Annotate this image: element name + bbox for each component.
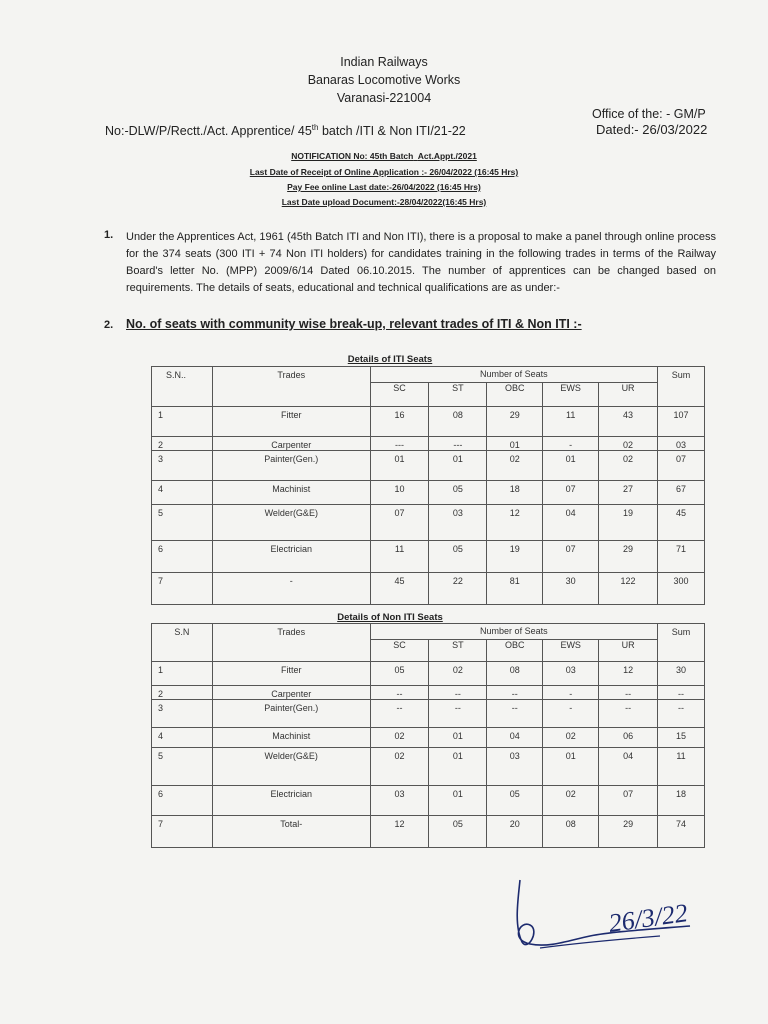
ref-prefix: No:-DLW/P/Rectt./Act. Apprentice/ 45 bbox=[105, 124, 312, 139]
para1-number: 1. bbox=[104, 229, 114, 241]
iti-cell-sc: 45 bbox=[370, 573, 429, 605]
non-iti-cell-sn: 7 bbox=[152, 816, 213, 848]
iti-row bbox=[152, 505, 705, 541]
non-iti-cell-obc: 04 bbox=[487, 728, 543, 748]
iti-cell-st: 08 bbox=[429, 407, 487, 437]
iti-cell-sum: 45 bbox=[658, 505, 705, 541]
iti-cell-sum: 107 bbox=[658, 407, 705, 437]
iti-header-trades: Trades bbox=[212, 367, 370, 407]
iti-cell-ur: 29 bbox=[599, 541, 658, 573]
non-iti-cell-trade: Total- bbox=[212, 816, 370, 848]
iti-cell-obc: 01 bbox=[487, 437, 543, 451]
iti-cell-ews: 11 bbox=[543, 407, 599, 437]
non-iti-cell-trade: Machinist bbox=[212, 728, 370, 748]
iti-cell-sc: --- bbox=[370, 437, 429, 451]
iti-cell-obc: 12 bbox=[487, 505, 543, 541]
non-iti-row bbox=[152, 786, 705, 816]
iti-cat-ews: EWS bbox=[543, 383, 599, 407]
iti-cell-obc: 29 bbox=[487, 407, 543, 437]
non-iti-cell-sc: 03 bbox=[370, 786, 429, 816]
non-iti-cell-sc: 02 bbox=[370, 728, 429, 748]
ref-sup: th bbox=[311, 123, 319, 132]
iti-cell-sc: 01 bbox=[370, 451, 429, 481]
non-iti-cell-sn: 6 bbox=[152, 786, 213, 816]
iti-cell-st: 22 bbox=[429, 573, 487, 605]
non-iti-cell-st: 01 bbox=[429, 786, 487, 816]
non-iti-cat-ews: EWS bbox=[543, 640, 599, 662]
iti-cell-ur: 27 bbox=[599, 481, 658, 505]
non-iti-cell-ews: - bbox=[543, 700, 599, 728]
non-iti-cell-sum: 30 bbox=[658, 662, 705, 686]
iti-cat-sc: SC bbox=[370, 383, 429, 407]
iti-cell-st: 05 bbox=[429, 481, 487, 505]
non-iti-cell-sum: 11 bbox=[658, 748, 705, 786]
iti-row bbox=[152, 541, 705, 573]
iti-table-caption: Details of ITI Seats bbox=[347, 354, 433, 365]
iti-cell-obc: 81 bbox=[487, 573, 543, 605]
iti-cell-sn: 3 bbox=[152, 451, 213, 481]
iti-cell-sum: 71 bbox=[658, 541, 705, 573]
iti-cell-ews: 04 bbox=[543, 505, 599, 541]
iti-cell-trade: Fitter bbox=[212, 407, 370, 437]
non-iti-row bbox=[152, 816, 705, 848]
iti-cell-sn: 6 bbox=[152, 541, 213, 573]
iti-cell-ur: 02 bbox=[599, 437, 658, 451]
iti-cell-ews: 07 bbox=[543, 481, 599, 505]
non-iti-cell-sum: 18 bbox=[658, 786, 705, 816]
non-iti-table-caption: Details of Non ITI Seats bbox=[337, 612, 443, 623]
org-address: Varanasi-221004 bbox=[336, 91, 432, 105]
non-iti-cell-obc: -- bbox=[487, 700, 543, 728]
iti-cell-ews: 30 bbox=[543, 573, 599, 605]
non-iti-cell-obc: 05 bbox=[487, 786, 543, 816]
iti-cell-trade: Electrician bbox=[212, 541, 370, 573]
iti-row bbox=[152, 481, 705, 505]
non-iti-row bbox=[152, 748, 705, 786]
non-iti-cell-obc: 20 bbox=[487, 816, 543, 848]
iti-cell-sn: 4 bbox=[152, 481, 213, 505]
iti-row bbox=[152, 407, 705, 437]
iti-row bbox=[152, 437, 705, 451]
non-iti-cell-trade: Welder(G&E) bbox=[212, 748, 370, 786]
non-iti-cell-ews: - bbox=[543, 686, 599, 700]
non-iti-row bbox=[152, 686, 705, 700]
iti-cell-obc: 02 bbox=[487, 451, 543, 481]
signature bbox=[500, 870, 700, 960]
ref-suffix: batch /ITI & Non ITI/21-22 bbox=[318, 124, 466, 139]
non-iti-cell-trade: Fitter bbox=[212, 662, 370, 686]
non-iti-header-row bbox=[152, 624, 705, 640]
non-iti-cell-sn: 4 bbox=[152, 728, 213, 748]
non-iti-cell-trade: Electrician bbox=[212, 786, 370, 816]
non-iti-cat-st: ST bbox=[429, 640, 487, 662]
iti-cell-sn: 7 bbox=[152, 573, 213, 605]
iti-cell-trade: Painter(Gen.) bbox=[212, 451, 370, 481]
iti-cell-st: 01 bbox=[429, 451, 487, 481]
non-iti-cell-ur: -- bbox=[599, 700, 658, 728]
non-iti-cell-st: 01 bbox=[429, 748, 487, 786]
non-iti-cell-sum: -- bbox=[658, 700, 705, 728]
iti-row bbox=[152, 573, 705, 605]
iti-header-sum: Sum bbox=[658, 367, 705, 407]
office-label: Office of the: - GM/P bbox=[592, 107, 706, 121]
non-iti-cell-sc: -- bbox=[370, 686, 429, 700]
iti-cell-ews: 07 bbox=[543, 541, 599, 573]
iti-cell-trade: Carpenter bbox=[212, 437, 370, 451]
iti-cell-sum: 300 bbox=[658, 573, 705, 605]
iti-cell-st: 05 bbox=[429, 541, 487, 573]
non-iti-cell-sum: -- bbox=[658, 686, 705, 700]
non-iti-cell-st: 02 bbox=[429, 662, 487, 686]
non-iti-cell-sc: 02 bbox=[370, 748, 429, 786]
notification-act: Act.Appt./2021 bbox=[417, 151, 477, 161]
iti-cell-trade: - bbox=[212, 573, 370, 605]
org-name: Indian Railways bbox=[340, 55, 428, 69]
non-iti-cell-st: -- bbox=[429, 686, 487, 700]
non-iti-cell-trade: Painter(Gen.) bbox=[212, 700, 370, 728]
non-iti-cell-ews: 02 bbox=[543, 786, 599, 816]
non-iti-cell-st: -- bbox=[429, 700, 487, 728]
non-iti-cell-ur: 04 bbox=[599, 748, 658, 786]
non-iti-header-sn: S.N bbox=[152, 624, 213, 662]
non-iti-cell-sum: 15 bbox=[658, 728, 705, 748]
iti-cell-sum: 07 bbox=[658, 451, 705, 481]
iti-cell-sn: 2 bbox=[152, 437, 213, 451]
non-iti-cell-sn: 2 bbox=[152, 686, 213, 700]
non-iti-header-number: Number of Seats bbox=[370, 624, 657, 640]
non-iti-cell-st: 01 bbox=[429, 728, 487, 748]
non-iti-cell-ews: 08 bbox=[543, 816, 599, 848]
non-iti-cell-obc: -- bbox=[487, 686, 543, 700]
non-iti-cat-obc: OBC bbox=[487, 640, 543, 662]
non-iti-cell-sn: 3 bbox=[152, 700, 213, 728]
non-iti-row bbox=[152, 728, 705, 748]
iti-cell-ur: 122 bbox=[599, 573, 658, 605]
non-iti-cell-ews: 01 bbox=[543, 748, 599, 786]
iti-cell-ur: 43 bbox=[599, 407, 658, 437]
non-iti-cell-sn: 5 bbox=[152, 748, 213, 786]
iti-header-number: Number of Seats bbox=[370, 367, 657, 383]
non-iti-header-trades: Trades bbox=[212, 624, 370, 662]
non-iti-cell-sc: 12 bbox=[370, 816, 429, 848]
iti-cell-sc: 11 bbox=[370, 541, 429, 573]
iti-cell-trade: Welder(G&E) bbox=[212, 505, 370, 541]
iti-cell-trade: Machinist bbox=[212, 481, 370, 505]
iti-cell-sc: 10 bbox=[370, 481, 429, 505]
non-iti-cell-ews: 02 bbox=[543, 728, 599, 748]
para2-heading: No. of seats with community wise break-up, relevant trades of ITI & Non ITI :- bbox=[126, 317, 582, 331]
last-date-fee: Pay Fee online Last date:-26/04/2022 (16:45 Hrs) bbox=[287, 182, 481, 192]
iti-seats-table bbox=[151, 366, 705, 605]
non-iti-cell-obc: 08 bbox=[487, 662, 543, 686]
iti-cell-st: 03 bbox=[429, 505, 487, 541]
iti-cell-sc: 16 bbox=[370, 407, 429, 437]
iti-cell-ur: 19 bbox=[599, 505, 658, 541]
non-iti-cell-st: 05 bbox=[429, 816, 487, 848]
org-division: Banaras Locomotive Works bbox=[307, 73, 461, 87]
iti-cell-sn: 5 bbox=[152, 505, 213, 541]
iti-cell-ews: - bbox=[543, 437, 599, 451]
iti-cell-st: --- bbox=[429, 437, 487, 451]
iti-cat-st: ST bbox=[429, 383, 487, 407]
non-iti-cell-sc: 05 bbox=[370, 662, 429, 686]
non-iti-cell-ur: 07 bbox=[599, 786, 658, 816]
non-iti-cell-sn: 1 bbox=[152, 662, 213, 686]
non-iti-cell-ur: -- bbox=[599, 686, 658, 700]
non-iti-cat-ur: UR bbox=[599, 640, 658, 662]
para2-number: 2. bbox=[104, 319, 114, 331]
iti-cell-ur: 02 bbox=[599, 451, 658, 481]
notification-line bbox=[0, 151, 768, 161]
non-iti-cell-obc: 03 bbox=[487, 748, 543, 786]
para1-text: Under the Apprentices Act, 1961 (45th Batch ITI and Non ITI), there is a proposal to make a panel through online process for the 374 seats (300 ITI + 74 Non ITI holders) for candidates training in the following trades in terms of the Railway Board's letter No. (MPP) 2009/6/14 Dated 06.10.2015. The number of apprentices can be changed based on requirements. The details of seats, educational and technical qualifications are as under:- bbox=[126, 231, 716, 294]
non-iti-seats-table bbox=[151, 623, 705, 848]
iti-cell-ews: 01 bbox=[543, 451, 599, 481]
non-iti-cell-sc: -- bbox=[370, 700, 429, 728]
iti-header-row bbox=[152, 367, 705, 383]
non-iti-cell-trade: Carpenter bbox=[212, 686, 370, 700]
notification-number: NOTIFICATION No: 45th Batch bbox=[291, 151, 414, 161]
iti-row bbox=[152, 451, 705, 481]
non-iti-header-sum: Sum bbox=[658, 624, 705, 662]
non-iti-cell-ur: 12 bbox=[599, 662, 658, 686]
iti-cell-obc: 18 bbox=[487, 481, 543, 505]
non-iti-cell-sum: 74 bbox=[658, 816, 705, 848]
reference-number bbox=[105, 123, 466, 138]
signature-underline bbox=[540, 936, 660, 948]
non-iti-cat-sc: SC bbox=[370, 640, 429, 662]
non-iti-cell-ur: 06 bbox=[599, 728, 658, 748]
non-iti-row bbox=[152, 662, 705, 686]
iti-cell-sc: 07 bbox=[370, 505, 429, 541]
non-iti-cell-ews: 03 bbox=[543, 662, 599, 686]
iti-cat-obc: OBC bbox=[487, 383, 543, 407]
iti-cell-sum: 03 bbox=[658, 437, 705, 451]
iti-cell-obc: 19 bbox=[487, 541, 543, 573]
dated: Dated:- 26/03/2022 bbox=[596, 122, 708, 137]
non-iti-cell-ur: 29 bbox=[599, 816, 658, 848]
last-date-application: Last Date of Receipt of Online Application :- 26/04/2022 (16:45 Hrs) bbox=[249, 167, 519, 177]
signature-date: 26/3/22 bbox=[606, 898, 690, 938]
iti-cell-sn: 1 bbox=[152, 407, 213, 437]
non-iti-row bbox=[152, 700, 705, 728]
iti-cell-sum: 67 bbox=[658, 481, 705, 505]
last-date-upload: Last Date upload Document:-28/04/2022(16:45 Hrs) bbox=[281, 197, 487, 207]
iti-cat-ur: UR bbox=[599, 383, 658, 407]
iti-header-sn: S.N.. bbox=[152, 367, 213, 407]
